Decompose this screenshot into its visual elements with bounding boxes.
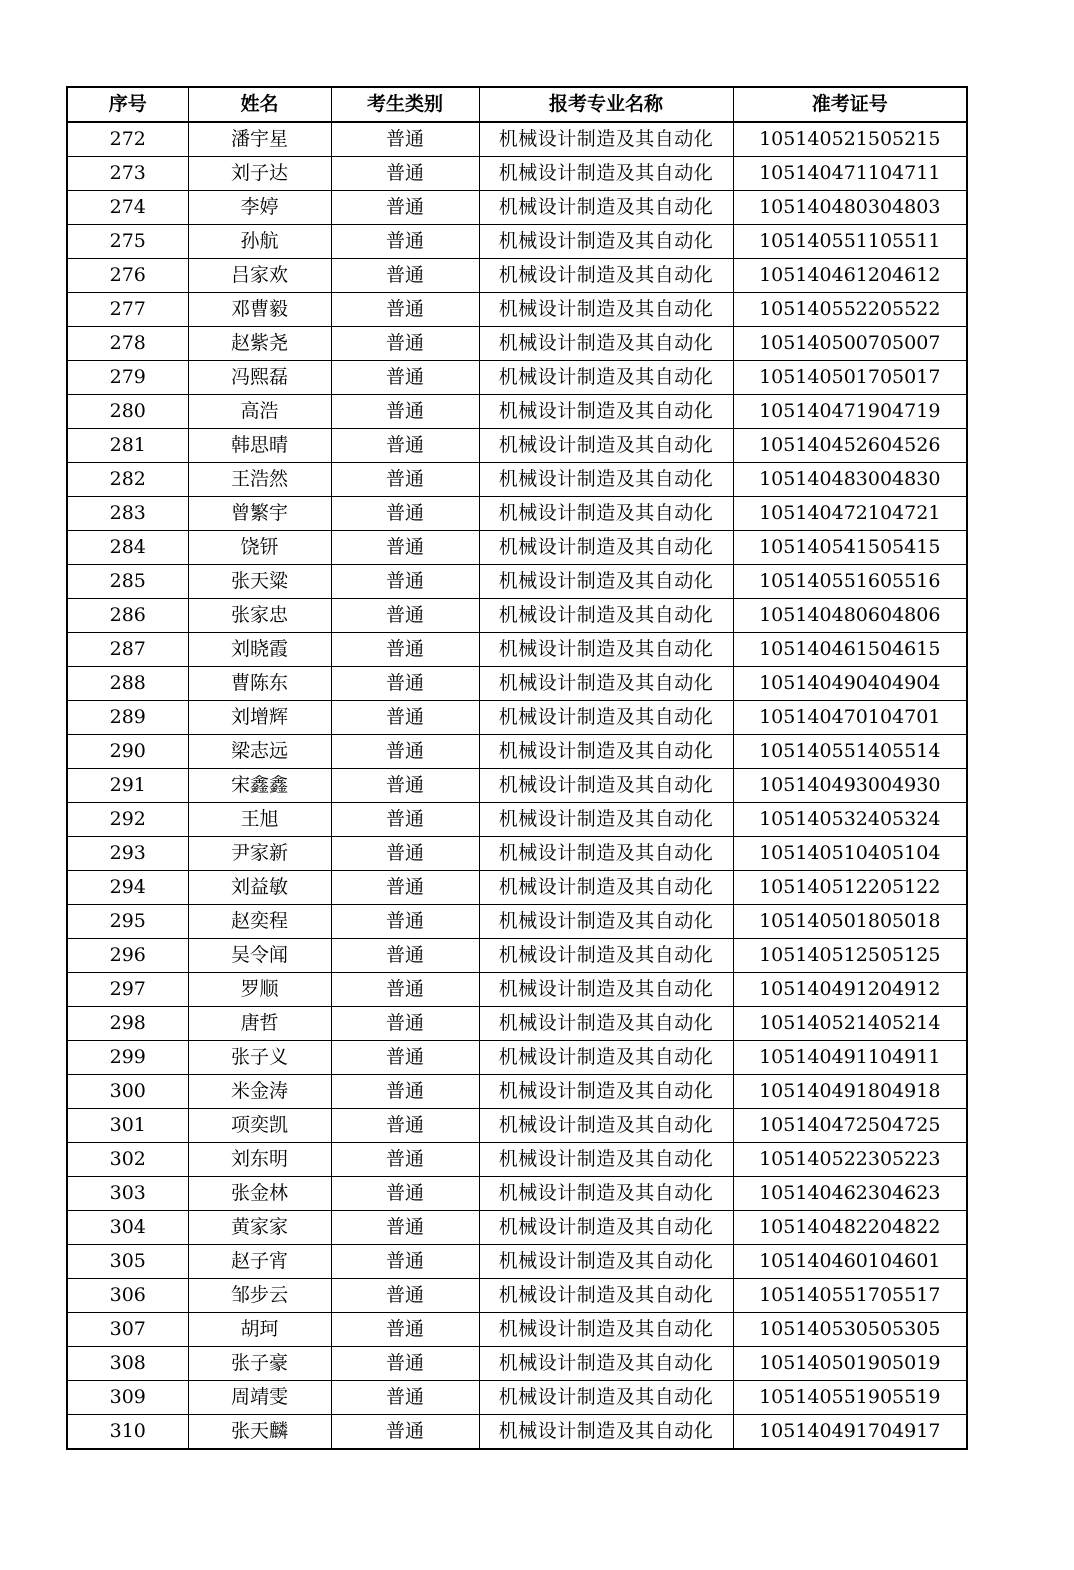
cell-seq: 302 <box>67 1143 188 1177</box>
cell-exam-id: 105140551605516 <box>733 565 967 599</box>
table-row <box>67 395 967 429</box>
table-row <box>67 191 967 225</box>
cell-major: 机械设计制造及其自动化 <box>479 735 733 769</box>
cell-major: 机械设计制造及其自动化 <box>479 1143 733 1177</box>
cell-name: 张天粱 <box>188 565 331 599</box>
cell-category: 普通 <box>331 1211 479 1245</box>
cell-category: 普通 <box>331 463 479 497</box>
cell-major: 机械设计制造及其自动化 <box>479 1347 733 1381</box>
cell-seq: 276 <box>67 259 188 293</box>
cell-name: 尹家新 <box>188 837 331 871</box>
cell-category: 普通 <box>331 633 479 667</box>
cell-seq: 306 <box>67 1279 188 1313</box>
cell-seq: 273 <box>67 157 188 191</box>
cell-name: 张家忠 <box>188 599 331 633</box>
table-row <box>67 1245 967 1279</box>
cell-name: 曾繁宇 <box>188 497 331 531</box>
cell-name: 刘益敏 <box>188 871 331 905</box>
cell-name: 吕家欢 <box>188 259 331 293</box>
cell-category: 普通 <box>331 1177 479 1211</box>
cell-category: 普通 <box>331 497 479 531</box>
cell-name: 胡珂 <box>188 1313 331 1347</box>
cell-major: 机械设计制造及其自动化 <box>479 837 733 871</box>
cell-name: 韩思晴 <box>188 429 331 463</box>
cell-exam-id: 105140512505125 <box>733 939 967 973</box>
table-row <box>67 1041 967 1075</box>
cell-seq: 288 <box>67 667 188 701</box>
cell-major: 机械设计制造及其自动化 <box>479 871 733 905</box>
cell-major: 机械设计制造及其自动化 <box>479 1415 733 1450</box>
table-row <box>67 939 967 973</box>
cell-category: 普通 <box>331 1279 479 1313</box>
table-header-row <box>67 87 967 122</box>
cell-exam-id: 105140452604526 <box>733 429 967 463</box>
cell-category: 普通 <box>331 905 479 939</box>
cell-name: 孙航 <box>188 225 331 259</box>
table-row <box>67 1075 967 1109</box>
cell-major: 机械设计制造及其自动化 <box>479 1041 733 1075</box>
cell-major: 机械设计制造及其自动化 <box>479 395 733 429</box>
admission-roster-table <box>66 86 968 1450</box>
cell-exam-id: 105140551105511 <box>733 225 967 259</box>
cell-name: 曹陈东 <box>188 667 331 701</box>
table-body <box>67 122 967 1449</box>
cell-seq: 310 <box>67 1415 188 1450</box>
table-row <box>67 122 967 157</box>
cell-name: 邓曹毅 <box>188 293 331 327</box>
cell-seq: 282 <box>67 463 188 497</box>
cell-category: 普通 <box>331 1245 479 1279</box>
cell-seq: 285 <box>67 565 188 599</box>
cell-major: 机械设计制造及其自动化 <box>479 157 733 191</box>
cell-major: 机械设计制造及其自动化 <box>479 973 733 1007</box>
table-row <box>67 225 967 259</box>
cell-major: 机械设计制造及其自动化 <box>479 361 733 395</box>
table-row <box>67 871 967 905</box>
table-row <box>67 973 967 1007</box>
cell-category: 普通 <box>331 429 479 463</box>
header-name: 姓名 <box>188 87 331 122</box>
header-category: 考生类别 <box>331 87 479 122</box>
cell-name: 饶钘 <box>188 531 331 565</box>
cell-category: 普通 <box>331 1415 479 1450</box>
cell-category: 普通 <box>331 1075 479 1109</box>
cell-seq: 283 <box>67 497 188 531</box>
cell-category: 普通 <box>331 327 479 361</box>
cell-category: 普通 <box>331 259 479 293</box>
cell-exam-id: 105140483004830 <box>733 463 967 497</box>
table-row <box>67 837 967 871</box>
cell-seq: 301 <box>67 1109 188 1143</box>
cell-major: 机械设计制造及其自动化 <box>479 293 733 327</box>
cell-exam-id: 105140491804918 <box>733 1075 967 1109</box>
cell-category: 普通 <box>331 565 479 599</box>
cell-exam-id: 105140521505215 <box>733 122 967 157</box>
table-row <box>67 531 967 565</box>
cell-major: 机械设计制造及其自动化 <box>479 531 733 565</box>
cell-seq: 289 <box>67 701 188 735</box>
cell-category: 普通 <box>331 599 479 633</box>
table-row <box>67 565 967 599</box>
cell-exam-id: 105140512205122 <box>733 871 967 905</box>
cell-seq: 303 <box>67 1177 188 1211</box>
table-row <box>67 361 967 395</box>
cell-category: 普通 <box>331 871 479 905</box>
cell-exam-id: 105140551905519 <box>733 1381 967 1415</box>
cell-category: 普通 <box>331 1381 479 1415</box>
cell-exam-id: 105140482204822 <box>733 1211 967 1245</box>
cell-name: 梁志远 <box>188 735 331 769</box>
cell-major: 机械设计制造及其自动化 <box>479 122 733 157</box>
cell-name: 赵子宵 <box>188 1245 331 1279</box>
cell-seq: 295 <box>67 905 188 939</box>
cell-name: 刘晓霞 <box>188 633 331 667</box>
cell-name: 罗顺 <box>188 973 331 1007</box>
cell-name: 唐哲 <box>188 1007 331 1041</box>
cell-category: 普通 <box>331 531 479 565</box>
cell-exam-id: 105140491104911 <box>733 1041 967 1075</box>
cell-exam-id: 105140493004930 <box>733 769 967 803</box>
cell-category: 普通 <box>331 395 479 429</box>
cell-name: 王浩然 <box>188 463 331 497</box>
cell-name: 黄家家 <box>188 1211 331 1245</box>
cell-seq: 291 <box>67 769 188 803</box>
header-exam-id: 准考证号 <box>733 87 967 122</box>
cell-major: 机械设计制造及其自动化 <box>479 463 733 497</box>
cell-major: 机械设计制造及其自动化 <box>479 633 733 667</box>
table-row <box>67 1381 967 1415</box>
cell-exam-id: 105140462304623 <box>733 1177 967 1211</box>
cell-name: 周靖雯 <box>188 1381 331 1415</box>
cell-seq: 307 <box>67 1313 188 1347</box>
cell-seq: 300 <box>67 1075 188 1109</box>
cell-name: 赵紫尧 <box>188 327 331 361</box>
cell-name: 宋鑫鑫 <box>188 769 331 803</box>
cell-category: 普通 <box>331 1041 479 1075</box>
cell-seq: 304 <box>67 1211 188 1245</box>
cell-major: 机械设计制造及其自动化 <box>479 1109 733 1143</box>
cell-name: 张天麟 <box>188 1415 331 1450</box>
table-row <box>67 803 967 837</box>
cell-exam-id: 105140551405514 <box>733 735 967 769</box>
table-row <box>67 327 967 361</box>
cell-major: 机械设计制造及其自动化 <box>479 1279 733 1313</box>
cell-exam-id: 105140470104701 <box>733 701 967 735</box>
cell-category: 普通 <box>331 361 479 395</box>
cell-seq: 297 <box>67 973 188 1007</box>
cell-seq: 275 <box>67 225 188 259</box>
table-row <box>67 1347 967 1381</box>
cell-name: 张金林 <box>188 1177 331 1211</box>
cell-major: 机械设计制造及其自动化 <box>479 1177 733 1211</box>
cell-seq: 272 <box>67 122 188 157</box>
cell-name: 高浩 <box>188 395 331 429</box>
cell-exam-id: 105140480304803 <box>733 191 967 225</box>
table-row <box>67 1143 967 1177</box>
cell-seq: 308 <box>67 1347 188 1381</box>
cell-category: 普通 <box>331 225 479 259</box>
cell-major: 机械设计制造及其自动化 <box>479 905 733 939</box>
cell-name: 米金涛 <box>188 1075 331 1109</box>
cell-seq: 294 <box>67 871 188 905</box>
cell-major: 机械设计制造及其自动化 <box>479 259 733 293</box>
cell-name: 李婷 <box>188 191 331 225</box>
cell-seq: 298 <box>67 1007 188 1041</box>
cell-seq: 296 <box>67 939 188 973</box>
cell-major: 机械设计制造及其自动化 <box>479 1075 733 1109</box>
cell-exam-id: 105140510405104 <box>733 837 967 871</box>
table-row <box>67 497 967 531</box>
cell-major: 机械设计制造及其自动化 <box>479 225 733 259</box>
cell-exam-id: 105140532405324 <box>733 803 967 837</box>
cell-category: 普通 <box>331 973 479 1007</box>
cell-seq: 287 <box>67 633 188 667</box>
table-row <box>67 1177 967 1211</box>
cell-seq: 274 <box>67 191 188 225</box>
cell-category: 普通 <box>331 293 479 327</box>
cell-name: 王旭 <box>188 803 331 837</box>
cell-category: 普通 <box>331 1007 479 1041</box>
cell-major: 机械设计制造及其自动化 <box>479 667 733 701</box>
cell-exam-id: 105140530505305 <box>733 1313 967 1347</box>
cell-major: 机械设计制造及其自动化 <box>479 327 733 361</box>
table-row <box>67 905 967 939</box>
table-row <box>67 1279 967 1313</box>
cell-major: 机械设计制造及其自动化 <box>479 1381 733 1415</box>
table-row <box>67 293 967 327</box>
table-row <box>67 769 967 803</box>
cell-name: 冯熙磊 <box>188 361 331 395</box>
cell-name: 邹步云 <box>188 1279 331 1313</box>
cell-exam-id: 105140490404904 <box>733 667 967 701</box>
cell-exam-id: 105140472104721 <box>733 497 967 531</box>
cell-name: 张子义 <box>188 1041 331 1075</box>
cell-exam-id: 105140491704917 <box>733 1415 967 1450</box>
cell-exam-id: 105140552205522 <box>733 293 967 327</box>
cell-major: 机械设计制造及其自动化 <box>479 769 733 803</box>
cell-name: 项奕凯 <box>188 1109 331 1143</box>
table-row <box>67 633 967 667</box>
cell-category: 普通 <box>331 191 479 225</box>
table-row <box>67 1313 967 1347</box>
table-row <box>67 599 967 633</box>
cell-major: 机械设计制造及其自动化 <box>479 497 733 531</box>
cell-exam-id: 105140501705017 <box>733 361 967 395</box>
cell-category: 普通 <box>331 803 479 837</box>
cell-seq: 280 <box>67 395 188 429</box>
cell-seq: 284 <box>67 531 188 565</box>
cell-category: 普通 <box>331 735 479 769</box>
cell-category: 普通 <box>331 939 479 973</box>
cell-seq: 277 <box>67 293 188 327</box>
cell-major: 机械设计制造及其自动化 <box>479 1313 733 1347</box>
header-major: 报考专业名称 <box>479 87 733 122</box>
cell-exam-id: 105140480604806 <box>733 599 967 633</box>
cell-category: 普通 <box>331 667 479 701</box>
table-row <box>67 667 967 701</box>
table-row <box>67 259 967 293</box>
cell-category: 普通 <box>331 769 479 803</box>
cell-exam-id: 105140461504615 <box>733 633 967 667</box>
cell-name: 刘子达 <box>188 157 331 191</box>
cell-exam-id: 105140460104601 <box>733 1245 967 1279</box>
cell-major: 机械设计制造及其自动化 <box>479 191 733 225</box>
table-row <box>67 157 967 191</box>
cell-major: 机械设计制造及其自动化 <box>479 803 733 837</box>
cell-seq: 281 <box>67 429 188 463</box>
cell-exam-id: 105140522305223 <box>733 1143 967 1177</box>
cell-category: 普通 <box>331 1143 479 1177</box>
table-row <box>67 463 967 497</box>
table-row <box>67 429 967 463</box>
cell-seq: 299 <box>67 1041 188 1075</box>
cell-exam-id: 105140521405214 <box>733 1007 967 1041</box>
cell-seq: 293 <box>67 837 188 871</box>
cell-seq: 309 <box>67 1381 188 1415</box>
cell-major: 机械设计制造及其自动化 <box>479 429 733 463</box>
cell-exam-id: 105140461204612 <box>733 259 967 293</box>
table-row <box>67 1415 967 1450</box>
table-row <box>67 735 967 769</box>
cell-seq: 286 <box>67 599 188 633</box>
cell-seq: 278 <box>67 327 188 361</box>
cell-exam-id: 105140471104711 <box>733 157 967 191</box>
cell-exam-id: 105140541505415 <box>733 531 967 565</box>
cell-name: 赵奕程 <box>188 905 331 939</box>
table-row <box>67 1211 967 1245</box>
cell-name: 刘东明 <box>188 1143 331 1177</box>
cell-major: 机械设计制造及其自动化 <box>479 939 733 973</box>
cell-exam-id: 105140501805018 <box>733 905 967 939</box>
cell-exam-id: 105140500705007 <box>733 327 967 361</box>
cell-category: 普通 <box>331 837 479 871</box>
cell-name: 潘宇星 <box>188 122 331 157</box>
cell-major: 机械设计制造及其自动化 <box>479 599 733 633</box>
cell-category: 普通 <box>331 122 479 157</box>
table-row <box>67 1007 967 1041</box>
table-row <box>67 1109 967 1143</box>
cell-major: 机械设计制造及其自动化 <box>479 1211 733 1245</box>
header-seq: 序号 <box>67 87 188 122</box>
cell-category: 普通 <box>331 1313 479 1347</box>
cell-major: 机械设计制造及其自动化 <box>479 1007 733 1041</box>
cell-exam-id: 105140551705517 <box>733 1279 967 1313</box>
cell-exam-id: 105140491204912 <box>733 973 967 1007</box>
cell-category: 普通 <box>331 157 479 191</box>
cell-exam-id: 105140472504725 <box>733 1109 967 1143</box>
cell-name: 张子豪 <box>188 1347 331 1381</box>
cell-seq: 290 <box>67 735 188 769</box>
cell-category: 普通 <box>331 701 479 735</box>
cell-seq: 292 <box>67 803 188 837</box>
cell-seq: 305 <box>67 1245 188 1279</box>
cell-name: 刘增辉 <box>188 701 331 735</box>
cell-category: 普通 <box>331 1109 479 1143</box>
cell-category: 普通 <box>331 1347 479 1381</box>
cell-major: 机械设计制造及其自动化 <box>479 701 733 735</box>
cell-major: 机械设计制造及其自动化 <box>479 565 733 599</box>
cell-exam-id: 105140501905019 <box>733 1347 967 1381</box>
table-row <box>67 701 967 735</box>
cell-exam-id: 105140471904719 <box>733 395 967 429</box>
cell-seq: 279 <box>67 361 188 395</box>
cell-name: 吴令闻 <box>188 939 331 973</box>
cell-major: 机械设计制造及其自动化 <box>479 1245 733 1279</box>
